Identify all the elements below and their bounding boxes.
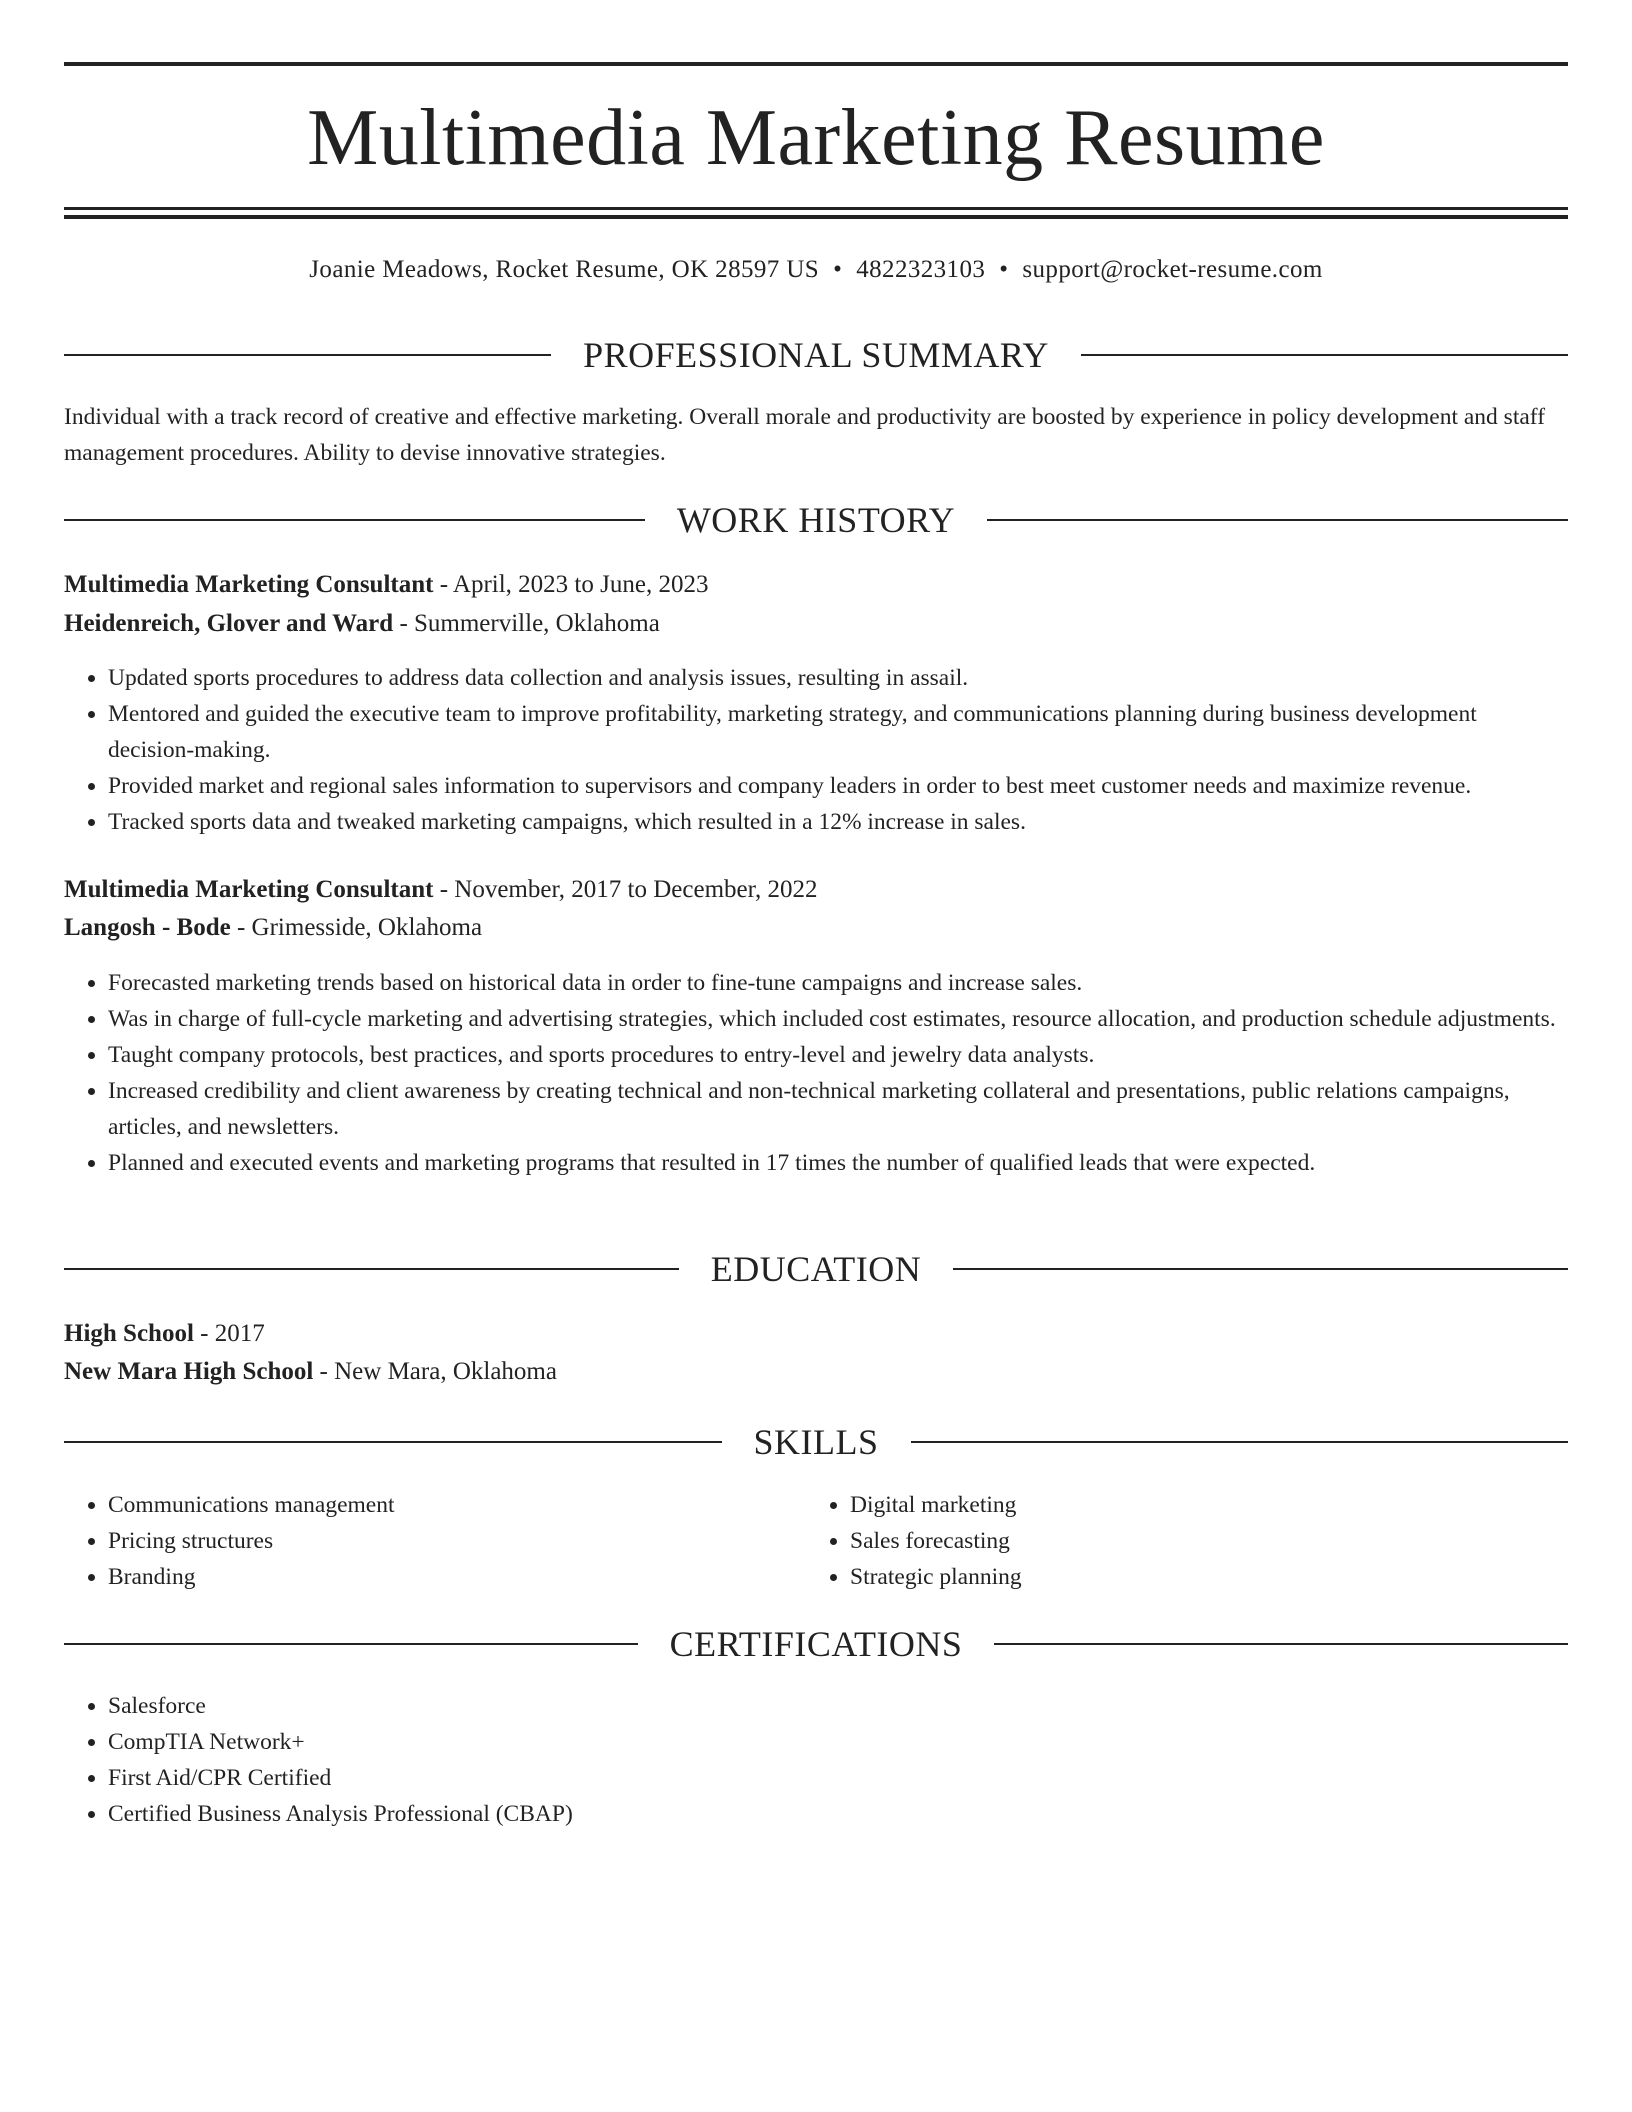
education-school: New Mara High School	[64, 1358, 314, 1385]
section-title: CERTIFICATIONS	[669, 1624, 963, 1664]
list-item: • Tracked sports data and tweaked marketing campaigns, which resulted in a 12% increase in sales.	[108, 804, 1568, 840]
list-item: • Increased credibility and client awareness by creating technical and non-technical marketing collateral and presentations, public relations campaigns, articles, and newsletters.	[108, 1073, 1568, 1145]
list-item: • Was in charge of full-cycle marketing and advertising strategies, which included cost estimates, resource allocation, and production schedule adjustments.	[108, 1001, 1568, 1037]
list-item: • First Aid/CPR Certified	[108, 1760, 1568, 1796]
list-item: • Updated sports procedures to address data collection and analysis issues, resulting in assail.	[108, 660, 1568, 696]
summary-text: Individual with a track record of creative and effective marketing. Overall morale and productivity are boosted by experience in policy development and staff management procedures. Ability to devise innovative strategies.	[64, 404, 1546, 466]
education-year: - 2017	[193, 1320, 265, 1347]
top-rule	[64, 62, 1568, 66]
contact-phone: 4822323103	[856, 256, 986, 283]
certifications-list	[64, 1688, 1568, 1832]
job-company: Langosh - Bode	[64, 914, 231, 941]
list-item: • CompTIA Network+	[108, 1724, 1568, 1760]
list-item: • Communications management	[108, 1487, 1568, 1523]
list-item: • Pricing structures	[108, 1523, 1568, 1559]
list-item: • Strategic planning	[850, 1559, 1632, 1595]
job-company: Heidenreich, Glover and Ward	[64, 610, 394, 637]
education-location: - New Mara, Oklahoma	[313, 1358, 557, 1385]
list-item: • Sales forecasting	[850, 1523, 1632, 1559]
education-school-line	[64, 1354, 1568, 1390]
contact-separator: •	[999, 256, 1009, 283]
contact-separator: •	[833, 256, 843, 283]
section-heading-certifications	[64, 1624, 1568, 1664]
section-heading-work-history	[64, 500, 1568, 540]
contact-line	[64, 252, 1568, 288]
job-company-line	[64, 910, 1568, 946]
education-degree: High School	[64, 1320, 194, 1347]
skills-list-right	[806, 1487, 1632, 1595]
section-heading-summary	[64, 335, 1568, 375]
contact-address: Joanie Meadows, Rocket Resume, OK 28597 US	[309, 256, 820, 283]
list-item: • Planned and executed events and marketing programs that resulted in 17 times the number of qualified leads that were expected.	[108, 1145, 1568, 1181]
job-location: - Grimesside, Oklahoma	[230, 914, 483, 941]
list-item: • Provided market and regional sales information to supervisors and company leaders in order to best meet customer needs and maximize revenue.	[108, 768, 1568, 804]
job-location: - Summerville, Oklahoma	[393, 610, 660, 637]
job-title: Multimedia Marketing Consultant	[64, 571, 434, 598]
list-item: • Forecasted marketing trends based on historical data in order to fine-tune campaigns and increase sales.	[108, 965, 1568, 1001]
section-heading-education	[64, 1249, 1568, 1289]
section-title: WORK HISTORY	[676, 500, 956, 540]
heading-rule	[953, 1268, 1568, 1270]
list-item: • Salesforce	[108, 1688, 1568, 1724]
list-item: • Digital marketing	[850, 1487, 1632, 1523]
title-double-rule	[64, 207, 1568, 219]
heading-rule	[911, 1441, 1569, 1443]
education-degree-line	[64, 1316, 1568, 1352]
section-title: EDUCATION	[710, 1249, 922, 1289]
job-title: Multimedia Marketing Consultant	[64, 876, 434, 903]
list-item: • Taught company protocols, best practices, and sports procedures to entry-level and jewelry data analysts.	[108, 1037, 1568, 1073]
list-item: • Branding	[108, 1559, 1568, 1595]
section-title: SKILLS	[753, 1422, 879, 1462]
heading-rule	[64, 1268, 679, 1270]
list-item: • Mentored and guided the executive team to improve profitability, marketing strategy, and communications planning during business development decision-making.	[108, 696, 1568, 768]
section-heading-skills	[64, 1422, 1568, 1462]
heading-rule	[987, 519, 1568, 521]
section-title: PROFESSIONAL SUMMARY	[583, 335, 1049, 375]
job-bullets	[64, 965, 1568, 1181]
job-dates: - November, 2017 to December, 2022	[433, 876, 818, 903]
heading-rule	[64, 1441, 722, 1443]
list-item: • Certified Business Analysis Professional (CBAP)	[108, 1796, 1568, 1832]
job-company-line	[64, 606, 1568, 642]
job-bullets	[64, 660, 1568, 840]
contact-email[interactable]: support@rocket-resume.com	[1022, 256, 1323, 283]
job-title-line	[64, 872, 1568, 908]
job-title-line	[64, 567, 1568, 603]
resume-title: Multimedia Marketing Resume	[307, 94, 1325, 182]
heading-rule	[64, 1643, 638, 1645]
heading-rule	[64, 354, 551, 356]
heading-rule	[994, 1643, 1568, 1645]
heading-rule	[64, 519, 645, 521]
job-dates: - April, 2023 to June, 2023	[433, 571, 709, 598]
heading-rule	[1081, 354, 1568, 356]
